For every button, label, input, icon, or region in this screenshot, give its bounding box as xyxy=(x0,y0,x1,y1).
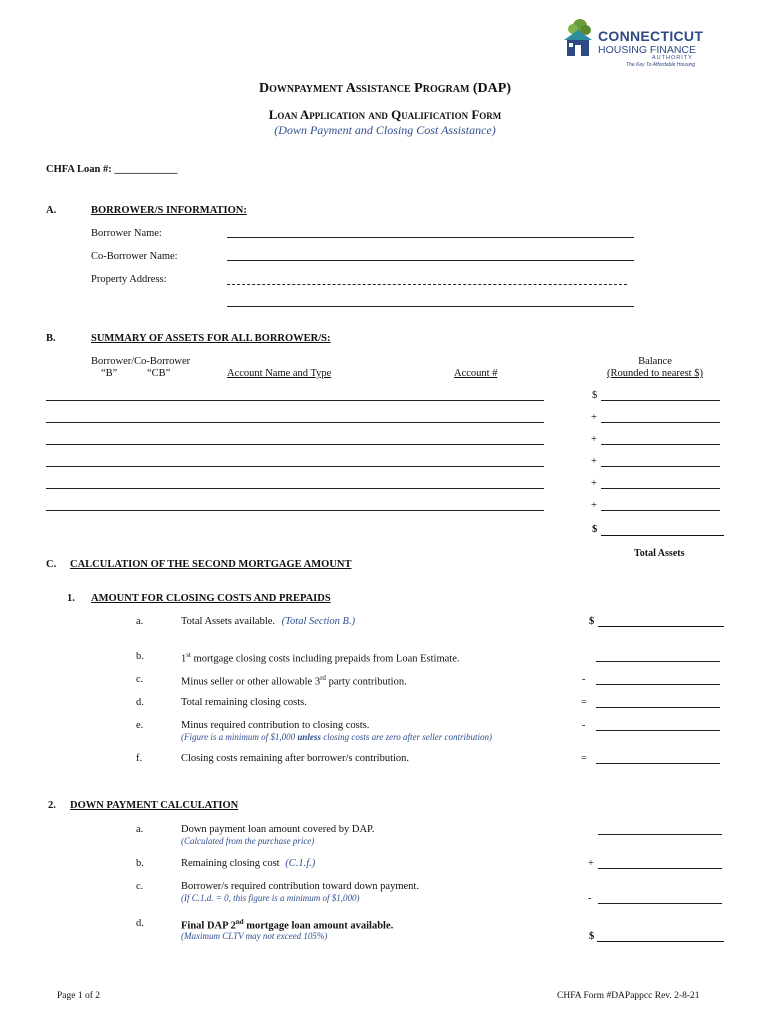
col-borrower-header: Borrower/Co-Borrower xyxy=(91,356,191,367)
col-cb-header: “CB” xyxy=(147,368,171,379)
item-2d-sign: $ xyxy=(589,931,595,942)
item-1a-text xyxy=(181,616,355,627)
col-account-name-header: Account Name and Type xyxy=(227,368,332,379)
col-balance-note: (Rounded to nearest $) xyxy=(607,368,703,379)
item-1d-letter: d. xyxy=(136,697,144,708)
item-2c-letter: c. xyxy=(136,881,144,892)
asset-balance-field[interactable] xyxy=(601,444,720,445)
property-address-field-2[interactable] xyxy=(227,306,634,307)
item-1e-note-pre: (Figure is a minimum of $1,000 xyxy=(181,732,298,742)
asset-sign: + xyxy=(591,478,597,489)
asset-sign: $ xyxy=(592,390,598,401)
part1-heading: AMOUNT FOR CLOSING COSTS AND PREPAIDS xyxy=(91,593,331,604)
total-assets-field[interactable] xyxy=(601,535,724,536)
asset-account-field[interactable] xyxy=(46,400,544,401)
item-1b-field[interactable] xyxy=(596,661,720,662)
total-assets-label: Total Assets xyxy=(634,548,685,559)
item-1a-label: Total Assets available. xyxy=(181,616,276,627)
item-1e-field[interactable] xyxy=(596,730,720,731)
house-tree-icon xyxy=(560,18,596,58)
item-1a-sign: $ xyxy=(589,616,595,627)
part2-heading: DOWN PAYMENT CALCULATION xyxy=(70,800,239,811)
item-1f-text: Closing costs remaining after borrower/s contribution. xyxy=(181,753,410,764)
item-2d-field[interactable] xyxy=(597,941,724,942)
item-2c-text: Borrower/s required contribution toward down payment. xyxy=(181,881,419,892)
item-1c-sup: rd xyxy=(320,674,326,682)
item-1b-letter: b. xyxy=(136,651,144,662)
asset-balance-field[interactable] xyxy=(601,422,720,423)
item-2b-text xyxy=(181,858,315,869)
item-2b-sign: + xyxy=(588,858,594,869)
item-1a-letter: a. xyxy=(136,616,144,627)
coborrower-name-field[interactable] xyxy=(227,260,634,261)
part2-number: 2. xyxy=(48,800,56,811)
item-1d-text: Total remaining closing costs. xyxy=(181,697,307,708)
item-1a-field[interactable] xyxy=(598,626,724,627)
asset-sign: + xyxy=(591,434,597,445)
form-subtitle: Loan Application and Qualification Form xyxy=(268,107,502,122)
footer-page-number: Page 1 of 2 xyxy=(57,991,101,1001)
item-1c-pre: Minus seller or other allowable 3 xyxy=(181,676,321,688)
total-assets-sign: $ xyxy=(592,524,598,535)
asset-sign: + xyxy=(591,500,597,511)
asset-balance-field[interactable] xyxy=(601,400,720,401)
item-1d-sign: = xyxy=(581,697,587,708)
item-1f-sign: = xyxy=(581,753,587,764)
asset-account-field[interactable] xyxy=(46,422,544,423)
item-1b-label: mortgage closing costs including prepaids from Loan Estimate. xyxy=(190,653,460,665)
form-subtitle-note: (Down Payment and Closing Cost Assistance) xyxy=(274,123,496,137)
logo-line3: AUTHORITY xyxy=(652,55,693,61)
section-c-letter: C. xyxy=(46,559,57,570)
item-2a-note: (Calculated from the purchase price) xyxy=(181,836,315,846)
asset-account-field[interactable] xyxy=(46,510,544,511)
asset-sign: + xyxy=(591,456,597,467)
property-address-label: Property Address: xyxy=(91,274,167,285)
item-1c-letter: c. xyxy=(136,674,144,685)
item-2c-sign: - xyxy=(588,893,592,904)
item-1d-field[interactable] xyxy=(596,707,720,708)
logo-line2: HOUSING FINANCE xyxy=(598,44,697,56)
col-balance-header: Balance xyxy=(638,356,672,367)
borrower-name-field[interactable] xyxy=(227,237,634,238)
logo-line1: CONNECTICUT xyxy=(598,28,704,44)
property-address-field-1[interactable] xyxy=(227,284,627,285)
col-account-number-header: Account # xyxy=(454,368,498,379)
asset-account-field[interactable] xyxy=(46,444,544,445)
asset-balance-field[interactable] xyxy=(601,466,720,467)
item-2b-field[interactable] xyxy=(598,868,722,869)
col-b-header: “B” xyxy=(101,368,118,379)
item-1e-sign: - xyxy=(582,720,586,731)
item-2c-note: (If C.1.d. = 0, this figure is a minimum of $1,000) xyxy=(181,893,360,903)
section-a-letter: A. xyxy=(46,205,57,216)
loan-number[interactable]: CHFA Loan #: ____________ xyxy=(46,164,178,175)
asset-balance-field[interactable] xyxy=(601,510,720,511)
item-1f-field[interactable] xyxy=(596,763,720,764)
chfa-logo xyxy=(560,18,712,70)
item-2b-note: (C.1.f.) xyxy=(285,858,316,869)
item-1e-note-post: closing costs are zero after seller contribution) xyxy=(320,732,493,742)
section-b-heading: SUMMARY OF ASSETS FOR ALL BORROWER/S: xyxy=(91,333,331,344)
item-2d-note: (Maximum CLTV may not exceed 105%) xyxy=(181,931,328,941)
item-1f-letter: f. xyxy=(136,753,143,764)
part1-number: 1. xyxy=(67,593,75,604)
item-1b-sup: st xyxy=(186,651,191,659)
item-1e-note-bold: unless xyxy=(297,732,321,742)
item-2d-sup: nd xyxy=(235,918,244,926)
item-2d-letter: d. xyxy=(136,918,144,929)
section-b-letter: B. xyxy=(46,333,56,344)
item-1e-text: Minus required contribution to closing costs. xyxy=(181,720,370,731)
item-1c-text xyxy=(181,674,407,688)
item-1c-field[interactable] xyxy=(596,684,720,685)
section-c-heading: CALCULATION OF THE SECOND MORTGAGE AMOUNT xyxy=(70,559,352,570)
asset-balance-field[interactable] xyxy=(601,488,720,489)
borrower-name-label: Borrower Name: xyxy=(91,228,162,239)
item-2b-label: Remaining closing cost xyxy=(181,858,280,869)
item-1a-note: (Total Section B.) xyxy=(281,616,356,627)
asset-account-field[interactable] xyxy=(46,488,544,489)
logo-tagline: The Key To Affordable Housing xyxy=(626,62,696,68)
item-2a-text: Down payment loan amount covered by DAP. xyxy=(181,824,375,835)
item-1c-label: party contribution. xyxy=(325,676,407,688)
item-2c-field[interactable] xyxy=(598,903,722,904)
coborrower-name-label: Co-Borrower Name: xyxy=(91,251,178,262)
item-1e-note xyxy=(181,732,492,742)
section-a-heading: BORROWER/S INFORMATION: xyxy=(91,205,247,216)
item-1b-pre: 1 xyxy=(181,653,187,665)
item-2a-field[interactable] xyxy=(598,834,722,835)
item-1e-letter: e. xyxy=(136,720,144,731)
asset-sign: + xyxy=(591,412,597,423)
item-2d-label: mortgage loan amount available. xyxy=(243,920,394,932)
asset-account-field[interactable] xyxy=(46,466,544,467)
item-2d-pre: Final DAP 2 xyxy=(181,920,236,932)
item-2a-letter: a. xyxy=(136,824,144,835)
item-1b-text xyxy=(181,651,460,665)
item-1c-sign: - xyxy=(582,674,586,685)
footer-form-id: CHFA Form #DAPappcc Rev. 2-8-21 xyxy=(557,991,700,1001)
item-2b-letter: b. xyxy=(136,858,144,869)
item-2d-text xyxy=(181,918,393,932)
page-title: Downpayment Assistance Program (DAP) xyxy=(259,81,511,96)
